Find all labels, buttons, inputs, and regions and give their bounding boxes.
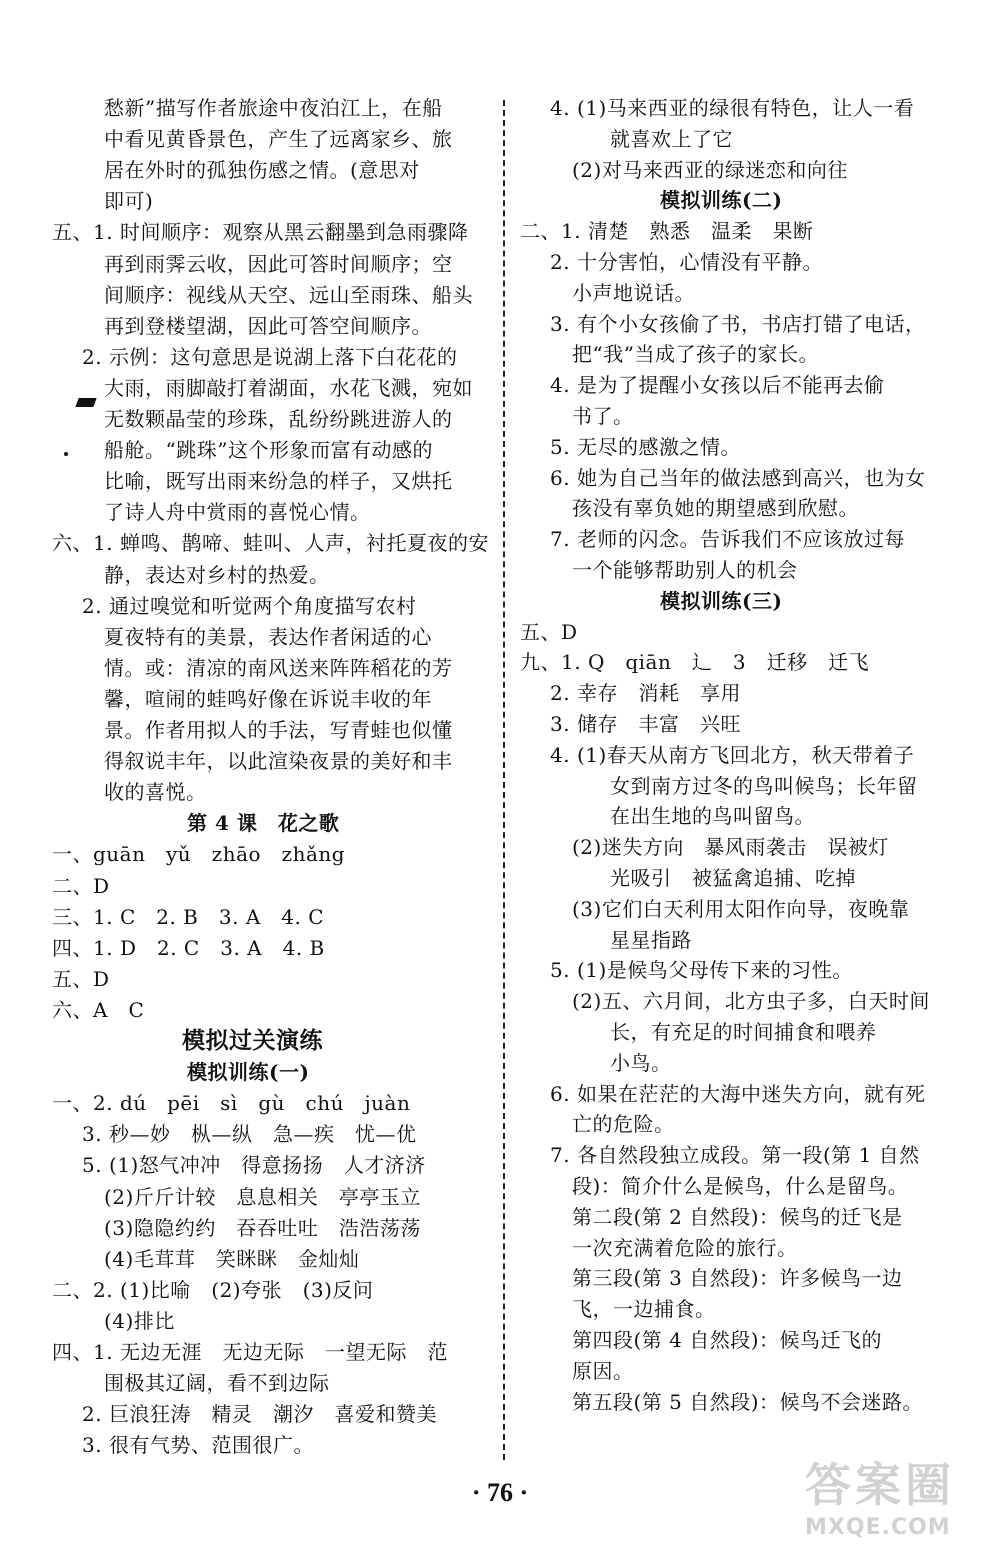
answer-line: 2. 通过嗅觉和听觉两个角度描写农村	[82, 594, 417, 618]
answer-line: 四、1. 无边无涯 无边无际 一望无际 范	[52, 1340, 448, 1364]
answer-line: 即可)	[104, 189, 154, 213]
answer-line: 一次充满着危险的旅行。	[572, 1236, 798, 1260]
answer-line: (2)斤斤计较 息息相关 亭亭玉立	[104, 1185, 421, 1209]
answer-line: 三、1. C 2. B 3. A 4. C	[52, 905, 325, 929]
answer-line: (2)对马来西亚的绿迷恋和向往	[572, 158, 848, 182]
answer-line: 愁新”描写作者旅途中夜泊江上，在船	[104, 96, 443, 120]
answer-line: 模拟训练(一)	[187, 1060, 310, 1084]
answer-line: 第四段(第 4 自然段)：候鸟迁飞的	[572, 1328, 883, 1352]
answer-line: (3)隐隐约约 吞吞吐吐 浩浩荡荡	[104, 1216, 421, 1240]
answer-line: 7. 老师的闪念。告诉我们不应该放过每	[550, 527, 905, 551]
answer-line: 比喻，既写出雨来纷急的样子，又烘托	[104, 469, 453, 493]
answer-line: 就喜欢上了它	[610, 127, 733, 151]
answer-line: 第五段(第 5 自然段)：候鸟不会迷路。	[572, 1390, 924, 1414]
answer-line: 居在外时的孤独伤感之情。(意思对	[104, 158, 420, 182]
answer-line: 船舱。“跳珠”这个形象而富有动感的	[104, 438, 433, 462]
answer-line: 6. 如果在茫茫的大海中迷失方向，就有死	[550, 1082, 926, 1106]
watermark-url: MXQE.COM	[805, 1515, 951, 1540]
answer-line: (4)毛茸茸 笑眯眯 金灿灿	[104, 1247, 360, 1271]
answer-line: 馨，喧闹的蛙鸣好像在诉说丰收的年	[104, 687, 432, 711]
answer-line: 3. 秒—妙 枞—纵 急—疾 忧—优	[82, 1122, 417, 1146]
answer-line: 静，表达对乡村的热爱。	[104, 563, 330, 587]
answer-line: 五、D	[52, 967, 110, 991]
answer-line: 2. 示例：这句意思是说湖上落下白花花的	[82, 345, 458, 369]
answer-line: 原因。	[572, 1359, 634, 1383]
answer-line: 3. 储存 丰富 兴旺	[550, 712, 741, 736]
page-number: · 76 ·	[471, 1478, 529, 1507]
answer-line: 第三段(第 3 自然段)：许多候鸟一边	[572, 1266, 903, 1290]
answer-line: 亡的危险。	[572, 1112, 675, 1136]
answer-line: 景。作者用拟人的手法，写青蛙也似懂	[104, 718, 453, 742]
answer-line: 中看见黄昏景色，产生了远离家乡、旅	[104, 127, 453, 151]
answer-line: 7. 各自然段独立成段。第一段(第 1 自然	[550, 1143, 920, 1167]
answer-line: 段)：简介什么是候鸟，什么是留鸟。	[572, 1174, 909, 1198]
scan-mark	[75, 398, 96, 407]
answer-line: 6. 她为自己当年的做法感到高兴，也为女	[550, 466, 926, 490]
answer-line: 4. 是为了提醒小女孩以后不能再去偷	[550, 373, 885, 397]
answer-line: 第 4 课 花之歌	[187, 811, 340, 835]
answer-line: 五、1. 时间顺序：观察从黑云翻墨到急雨骤降	[52, 220, 469, 244]
answer-line: 一、guān yǔ zhāo zhǎng	[52, 842, 346, 866]
answer-line: 再到雨霁云收，因此可答时间顺序；空	[104, 252, 453, 276]
answer-line: 二、2. (1)比喻 (2)夸张 (3)反问	[52, 1278, 374, 1302]
answer-line: 2. 十分害怕，心情没有平静。	[550, 250, 823, 274]
answer-line: 孩没有辜负她的期望感到欣慰。	[572, 496, 859, 520]
answer-line: 一个能够帮助别人的机会	[572, 558, 798, 582]
answer-line: 第二段(第 2 自然段)：候鸟的迁飞是	[572, 1205, 903, 1229]
answer-line: 九、1. Q qiān 辶 3 迁移 迁飞	[520, 650, 870, 674]
answer-line: 围极其辽阔，看不到边际	[104, 1371, 330, 1395]
answer-line: 模拟过关演练	[182, 1027, 323, 1054]
answer-line: 光吸引 被猛禽追捕、吃掉	[610, 866, 856, 890]
answer-line: 3. 有个小女孩偷了书，书店打错了电话，	[550, 312, 926, 336]
answer-line: 二、1. 清楚 熟悉 温柔 果断	[520, 219, 814, 243]
answer-line: 3. 很有气势、范围很广。	[82, 1433, 314, 1457]
answer-line: 了诗人舟中赏雨的喜悦心情。	[104, 500, 371, 524]
answer-line: 间顺序：视线从天空、远山至雨珠、船头	[104, 283, 473, 307]
answer-line: 星星指路	[610, 928, 692, 952]
answer-line: 把“我”当成了孩子的家长。	[572, 342, 819, 366]
answer-line: 得叙说丰年，以此渲染夜景的美好和丰	[104, 749, 453, 773]
answer-line: 书了。	[572, 404, 634, 428]
answer-line: 情。或：清凉的南风送来阵阵稻花的芳	[104, 656, 453, 680]
answer-line: 再到登楼望湖，因此可答空间顺序。	[104, 314, 432, 338]
answer-line: 模拟训练(二)	[660, 188, 783, 212]
answer-line: 二、D	[52, 874, 110, 898]
answer-line: 5. (1)是候鸟父母传下来的习性。	[550, 958, 853, 982]
site-watermark	[805, 1455, 995, 1547]
answer-line: 小声地说话。	[572, 281, 695, 305]
answer-line: 夏夜特有的美景，表达作者闲适的心	[104, 625, 432, 649]
answer-line: (4)排比	[104, 1309, 175, 1333]
answer-line: 长，有充足的时间捕食和喂养	[610, 1020, 877, 1044]
answer-line: 2. 幸存 消耗 享用	[550, 681, 741, 705]
answer-line: 大雨，雨脚敲打着湖面，水花飞溅，宛如	[104, 376, 473, 400]
answer-line: 五、D	[520, 620, 578, 644]
answer-line: 收的喜悦。	[104, 780, 207, 804]
watermark-logo-text: 答案圈	[805, 1458, 955, 1512]
answer-line: 在出生地的鸟叫留鸟。	[610, 804, 815, 828]
answer-line: 无数颗晶莹的珍珠，乱纷纷跳进游人的	[104, 407, 453, 431]
column-divider	[503, 100, 505, 1460]
answer-line: 小鸟。	[610, 1051, 672, 1075]
scan-dot	[64, 452, 68, 456]
answer-line: 4. (1)春天从南方飞回北方，秋天带着子	[550, 743, 915, 767]
answer-line: 一、2. dú pēi sì gù chú juàn	[52, 1091, 411, 1115]
answer-line: 4. (1)马来西亚的绿很有特色，让人一看	[550, 96, 915, 120]
answer-line: 5. 无尽的感激之情。	[550, 435, 741, 459]
answer-line: 模拟训练(三)	[660, 589, 783, 613]
answer-line: (2)迷失方向 暴风雨袭击 误被灯	[572, 835, 889, 859]
answer-line: 四、1. D 2. C 3. A 4. B	[52, 936, 325, 960]
answer-line: 六、1. 蝉鸣、鹊啼、蛙叫、人声，衬托夏夜的安	[52, 531, 489, 555]
answer-line: 5. (1)怒气冲冲 得意扬扬 人才济济	[82, 1153, 426, 1177]
answer-line: 2. 巨浪狂涛 精灵 潮汐 喜爱和赞美	[82, 1402, 437, 1426]
answer-line: (3)它们白天利用太阳作向导，夜晚靠	[572, 897, 910, 921]
answer-line: 飞，一边捕食。	[572, 1297, 716, 1321]
answer-line: 六、A C	[52, 998, 145, 1022]
answer-line: 女到南方过冬的鸟叫候鸟；长年留	[610, 774, 918, 798]
answer-line: (2)五、六月间，北方虫子多，白天时间	[572, 989, 930, 1013]
